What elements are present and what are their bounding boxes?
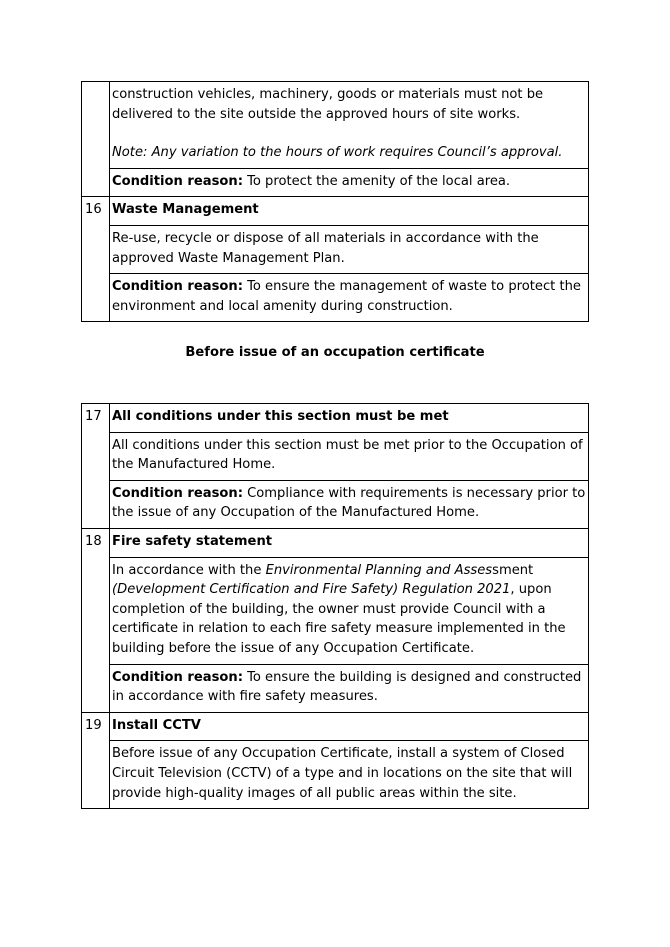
condition-reason-label: Condition reason: (112, 485, 243, 501)
table-row (82, 225, 589, 273)
table-row (82, 404, 589, 433)
condition-number: 19 (82, 712, 110, 808)
condition-title: Install CCTV (110, 712, 589, 741)
condition-reason-cell (110, 168, 589, 197)
table-row (82, 664, 589, 712)
condition-title: Fire safety statement (110, 528, 589, 557)
table-row (82, 480, 589, 528)
table-row (82, 274, 589, 322)
condition-reason-text: To ensure the building is designed and constructed in accordance with fire safety measures. (112, 669, 582, 705)
section-heading: Before issue of an occupation certificate (185, 345, 485, 360)
condition-body-text: construction vehicles, machinery, goods or materials must not be delivered to the site outside the approved hours of site works. (112, 87, 544, 122)
conditions-table-occupation (81, 403, 589, 809)
condition-note: Note: Any variation to the hours of work requires Council’s approval. (112, 145, 563, 161)
body-text-suffix: , upon completion of the building, the owner must provide Council with a certificate in relation to each fire safety measure implemented in the building before the issue of any Occupation Certificate. (112, 582, 566, 656)
table-row (82, 712, 589, 741)
condition-body-text: Before issue of any Occupation Certificate, install a system of Closed Circuit Television (CCTV) of a type and in locations on the site that will provide high-quality images of all public areas within the site. (110, 741, 589, 809)
condition-reason-cell (110, 664, 589, 712)
condition-body-cell (110, 557, 589, 664)
body-text-prefix: In accordance with the (112, 562, 266, 578)
condition-number: 18 (82, 528, 110, 712)
table-row (82, 432, 589, 480)
table-row (82, 168, 589, 197)
condition-number-cell (82, 82, 110, 197)
table-row (82, 528, 589, 557)
regulation-title-part-2: (Development Certification and Fire Safety) Regulation 2021 (112, 582, 511, 598)
condition-reason-cell (110, 480, 589, 528)
condition-title: All conditions under this section must be met (110, 404, 589, 433)
conditions-table-construction (81, 81, 589, 322)
body-text-mid: sment (492, 562, 534, 578)
condition-reason-cell (110, 274, 589, 322)
condition-reason-label: Condition reason: (112, 669, 243, 685)
table-row (82, 741, 589, 809)
table-row (82, 82, 589, 169)
table-row (82, 557, 589, 664)
condition-reason-text: Compliance with requirements is necessary prior to the issue of any Occupation of the Manufactured Home. (112, 485, 586, 521)
condition-reason-text: To protect the amenity of the local area. (242, 173, 511, 189)
condition-title: Waste Management (110, 197, 589, 226)
condition-number: 17 (82, 404, 110, 529)
condition-reason-text: To ensure the management of waste to protect the environment and local amenity during construction. (112, 279, 581, 314)
condition-body-cell (110, 82, 589, 169)
condition-body-text: All conditions under this section must be met prior to the Occupation of the Manufactured Home. (110, 432, 589, 480)
table-row (82, 197, 589, 226)
condition-reason-label: Condition reason: (112, 279, 243, 295)
condition-number: 16 (82, 197, 110, 322)
regulation-title-part-1: Environmental Planning and Asses (265, 562, 493, 578)
condition-reason-label: Condition reason: (112, 173, 243, 189)
condition-body-text: Re-use, recycle or dispose of all materials in accordance with the approved Waste Management Plan. (110, 225, 589, 273)
